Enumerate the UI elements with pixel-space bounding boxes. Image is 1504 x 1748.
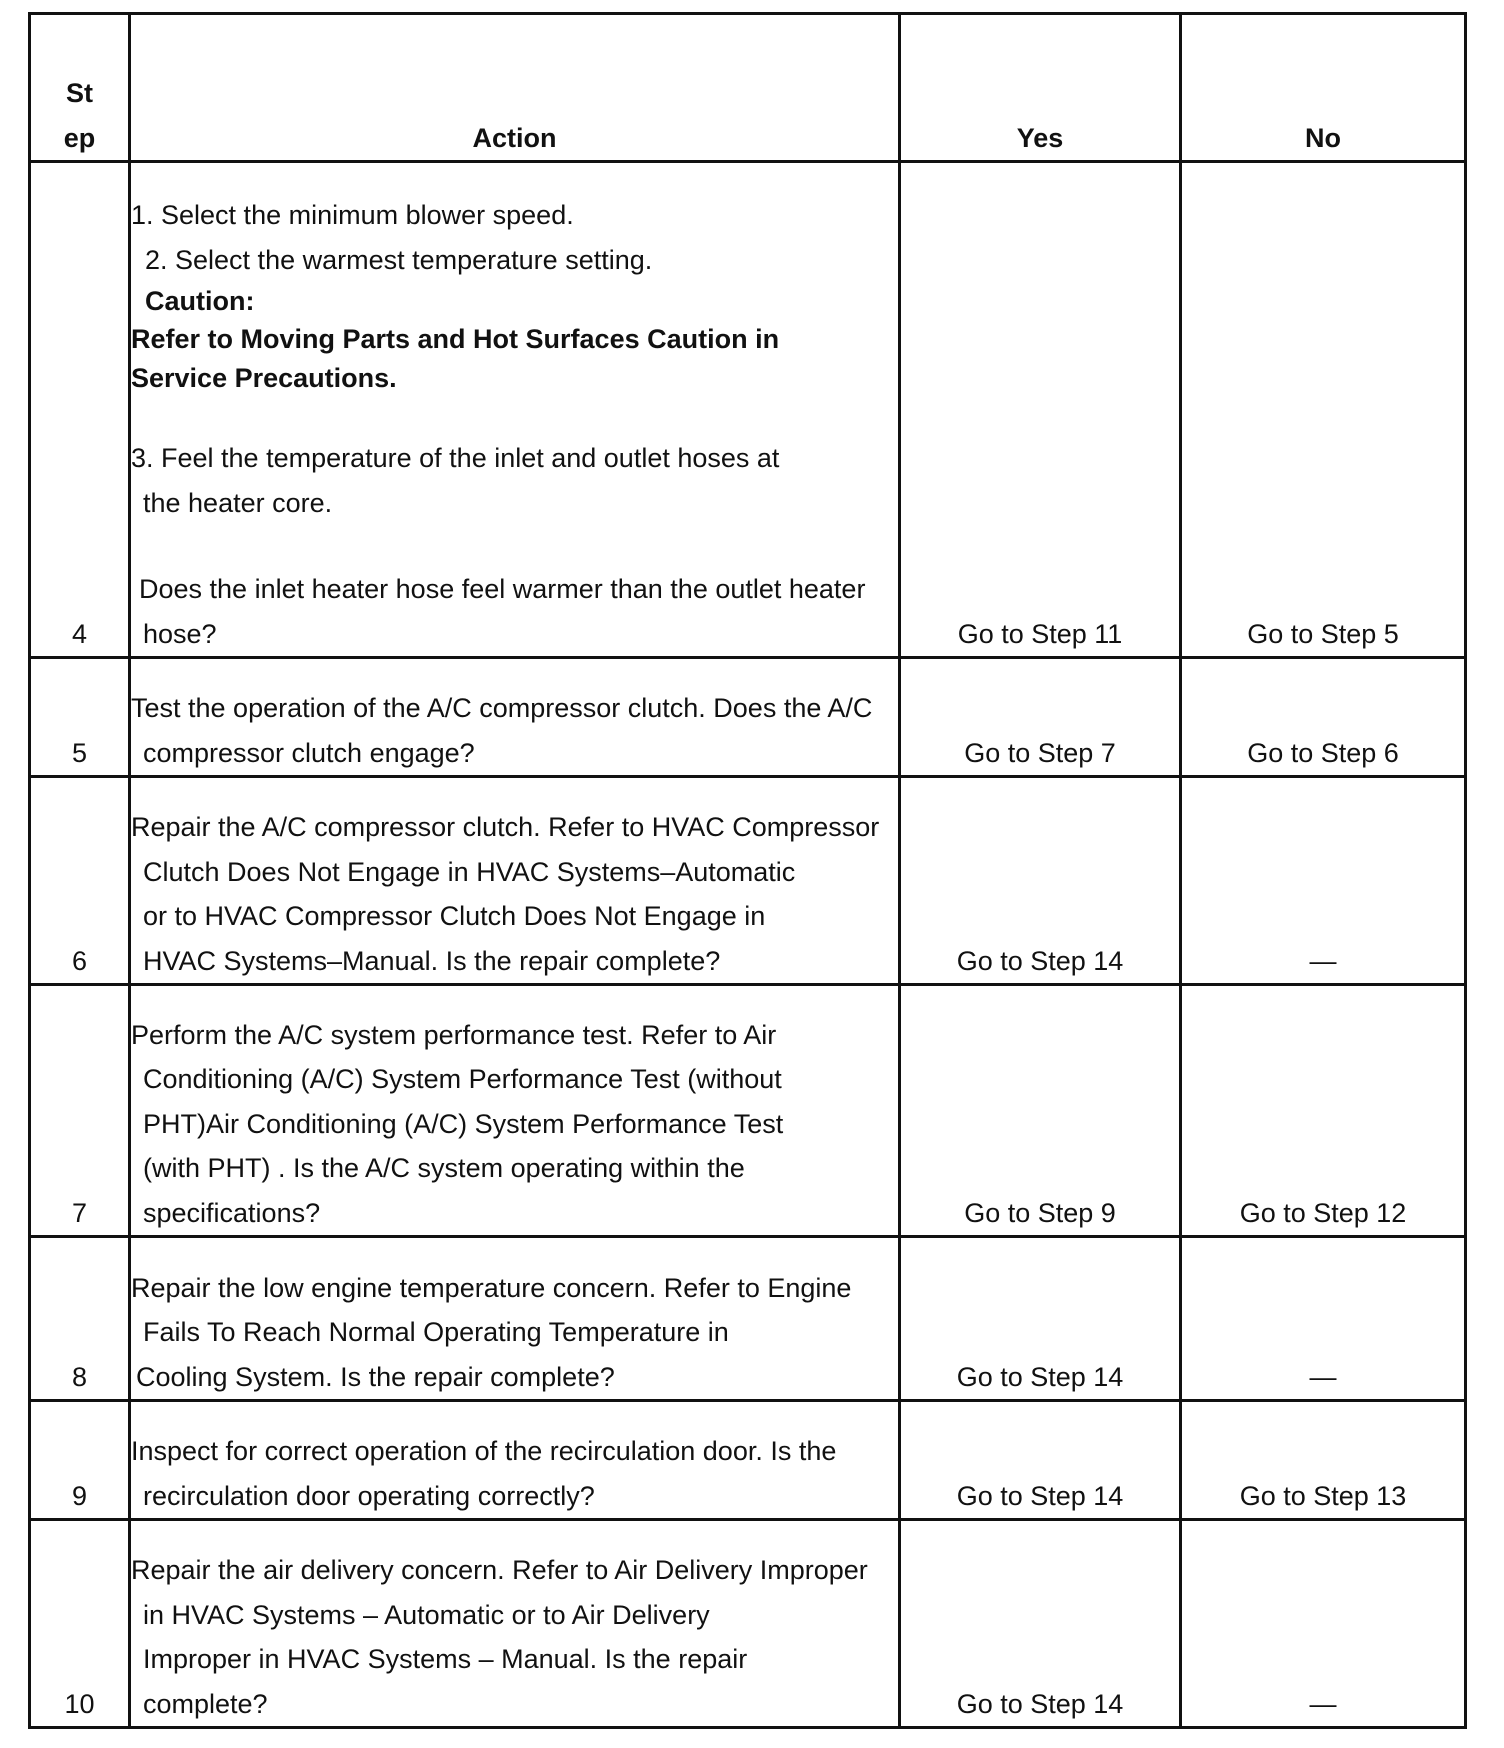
action-line: specifications? (143, 1197, 321, 1228)
yes-cell: Go to Step 11 (900, 162, 1181, 658)
yes-cell: Go to Step 14 (900, 777, 1181, 985)
action-line: Repair the air delivery concern. Refer to Air Delivery Improper (131, 1555, 868, 1585)
action-line: Test the operation of the A/C compressor clutch. Does the A/C (131, 693, 873, 723)
action-line: in HVAC Systems – Automatic or to Air Delivery (143, 1599, 710, 1630)
action-line: the heater core. (143, 487, 333, 518)
yes-cell: Go to Step 9 (900, 985, 1181, 1237)
action-line: compressor clutch engage? (143, 737, 475, 768)
diagnostic-table (28, 12, 1467, 1729)
no-cell: Go to Step 6 (1181, 658, 1466, 777)
step-number: 5 (30, 658, 130, 777)
caution-label: Caution: (145, 286, 255, 316)
action-line: Repair the low engine temperature concern. Refer to Engine (131, 1272, 852, 1303)
action-cell (130, 658, 900, 777)
action-line: recirculation door operating correctly? (143, 1480, 595, 1511)
table-row (30, 777, 1466, 985)
step-number: 8 (30, 1237, 130, 1401)
header-yes: Yes (900, 14, 1181, 162)
action-line: Does the inlet heater hose feel warmer than the outlet heater (139, 574, 866, 604)
action-line: HVAC Systems–Manual. Is the repair complete? (143, 945, 721, 976)
action-line: 3. Feel the temperature of the inlet and outlet hoses at (131, 443, 780, 473)
no-cell: — (1181, 1237, 1466, 1401)
step-number: 9 (30, 1401, 130, 1520)
yes-cell: Go to Step 14 (900, 1401, 1181, 1520)
yes-cell: Go to Step 14 (900, 1237, 1181, 1401)
action-cell (130, 777, 900, 985)
action-cell (130, 1520, 900, 1728)
action-line: Cooling System. Is the repair complete? (136, 1361, 615, 1392)
no-cell: Go to Step 13 (1181, 1401, 1466, 1520)
table-row (30, 1520, 1466, 1728)
action-line: Fails To Reach Normal Operating Temperature in (143, 1317, 729, 1347)
table-row (30, 1401, 1466, 1520)
no-cell: — (1181, 777, 1466, 985)
header-no: No (1181, 14, 1466, 162)
action-line: (with PHT) . Is the A/C system operating within the (143, 1153, 745, 1183)
table-header-row (30, 14, 1466, 162)
yes-cell: Go to Step 14 (900, 1520, 1181, 1728)
table-row (30, 658, 1466, 777)
step-number: 10 (30, 1520, 130, 1728)
action-line: Repair the A/C compressor clutch. Refer to HVAC Compressor (131, 812, 880, 842)
caution-text: Refer to Moving Parts and Hot Surfaces Caution in (131, 324, 780, 354)
table-row (30, 1237, 1466, 1401)
step-number: 7 (30, 985, 130, 1237)
action-line: PHT)Air Conditioning (A/C) System Performance Test (143, 1108, 784, 1139)
step-number: 6 (30, 777, 130, 985)
action-line: or to HVAC Compressor Clutch Does Not Engage in (143, 901, 766, 931)
header-step: St ep (30, 14, 130, 162)
table-row (30, 985, 1466, 1237)
step-number: 4 (30, 162, 130, 658)
action-line: 1. Select the minimum blower speed. (131, 200, 574, 230)
no-cell: Go to Step 5 (1181, 162, 1466, 658)
caution-text: Service Precautions. (131, 363, 397, 393)
yes-cell: Go to Step 7 (900, 658, 1181, 777)
action-line: Clutch Does Not Engage in HVAC Systems–Automatic (143, 856, 796, 887)
action-line: hose? (143, 618, 217, 649)
action-line: complete? (143, 1688, 268, 1719)
action-line: Inspect for correct operation of the recirculation door. Is the (131, 1436, 837, 1466)
action-cell (130, 1237, 900, 1401)
header-action: Action (130, 14, 900, 162)
no-cell: Go to Step 12 (1181, 985, 1466, 1237)
action-line: Improper in HVAC Systems – Manual. Is the repair (143, 1644, 748, 1674)
action-line: Perform the A/C system performance test. Refer to Air (131, 1019, 777, 1050)
table-row (30, 162, 1466, 658)
no-cell: — (1181, 1520, 1466, 1728)
action-line: Conditioning (A/C) System Performance Test (without (143, 1064, 782, 1094)
action-line: 2. Select the warmest temperature setting. (145, 244, 653, 275)
action-cell (130, 162, 900, 658)
action-cell (130, 1401, 900, 1520)
action-cell (130, 985, 900, 1237)
